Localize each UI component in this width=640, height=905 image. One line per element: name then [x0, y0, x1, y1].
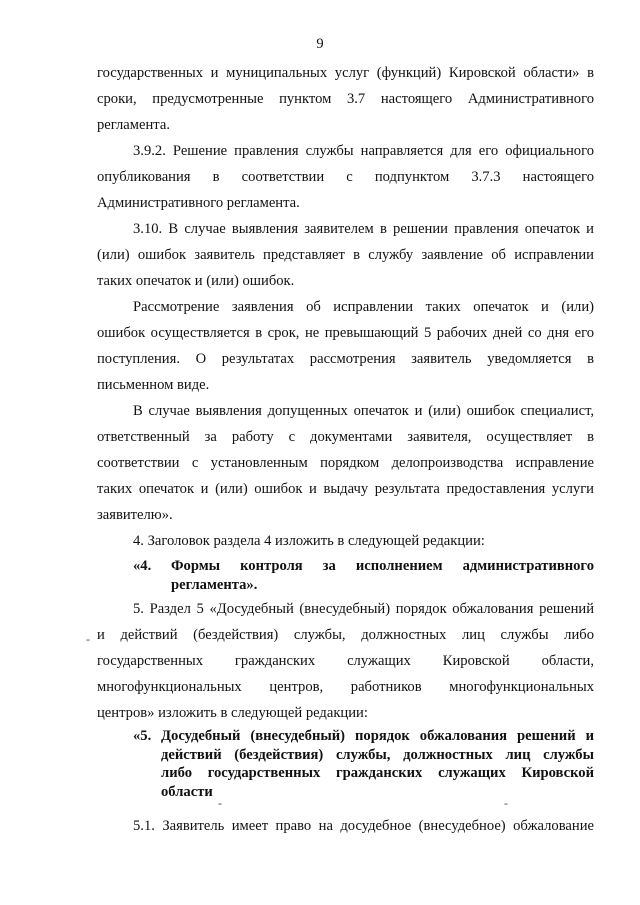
text-line: Рассмотрение заявления об исправлении таких опечаток и (или)	[133, 299, 594, 315]
text-line: регламента.	[97, 117, 170, 133]
heading-line: действий (бездействия) службы, должностных лиц службы	[161, 746, 594, 763]
text-line: многофункциональных центров, работников многофункциональных	[97, 679, 594, 695]
text-line: таких опечаток и (или) ошибок и выдачу результата предоставления услуги	[97, 481, 594, 497]
scan-mark: -	[504, 796, 508, 810]
text-line: поступления. О результатах рассмотрения заявитель уведомляется в	[97, 351, 594, 367]
heading-line: регламента».	[171, 576, 258, 593]
page-number: 9	[316, 36, 324, 52]
paragraph-item-4	[97, 528, 594, 554]
paragraph-3-9-2	[97, 138, 594, 216]
text-line: заявителю».	[97, 507, 173, 523]
heading-line: Досудебный (внесудебный) порядок обжалования решений и	[161, 728, 594, 744]
scan-mark: -	[218, 796, 222, 810]
text-line: ответственный за работу с документами заявителя, осуществляет в	[97, 429, 594, 445]
heading-number: «5.	[133, 728, 152, 744]
paragraph-5-1	[97, 813, 594, 839]
paragraph-3-10	[97, 216, 594, 294]
text-line: Административного регламента.	[97, 195, 300, 211]
paragraph-errors	[97, 398, 594, 528]
text-line: государственных и муниципальных услуг (функций) Кировской области» в	[97, 65, 594, 81]
text-line: письменном виде.	[97, 377, 210, 393]
text-line: сроки, предусмотренные пунктом 3.7 настоящего Административного	[97, 91, 594, 107]
text-line: 5.1. Заявитель имеет право на досудебное (внесудебное) обжалование	[133, 818, 594, 834]
scan-mark: -	[86, 632, 90, 646]
text-line: (или) ошибок заявитель представляет в службу заявление об исправлении	[97, 247, 594, 263]
text-line: и действий (бездействия) службы, должностных лиц службы либо	[97, 627, 594, 643]
heading-line: Формы контроля за исполнением административного	[171, 558, 594, 574]
text-line: В случае выявления допущенных опечаток и (или) ошибок специалист,	[133, 403, 594, 419]
text-line: 4. Заголовок раздела 4 изложить в следующей редакции:	[133, 533, 485, 549]
section-4-heading	[133, 557, 594, 594]
heading-line: области	[161, 783, 213, 800]
paragraph-review	[97, 294, 594, 398]
text-line: опубликования в соответствии с подпунктом 3.7.3 настоящего	[97, 169, 594, 185]
heading-line: либо государственных гражданских служащих Кировской	[161, 765, 594, 781]
paragraph-item-5	[97, 596, 594, 726]
text-line: таких опечаток и (или) ошибок.	[97, 273, 295, 289]
heading-number: «4.	[133, 558, 152, 574]
text-line: центров» изложить в следующей редакции:	[97, 705, 368, 721]
text-line: 3.9.2. Решение правления службы направляется для его официального	[133, 143, 594, 159]
text-line: соответствии с установленным порядком делопроизводства исправление	[97, 455, 594, 471]
text-line: 5. Раздел 5 «Досудебный (внесудебный) порядок обжалования решений	[133, 601, 594, 617]
section-5-heading	[133, 727, 594, 801]
paragraph-1	[97, 60, 594, 138]
text-line: государственных гражданских служащих Кировской области,	[97, 653, 594, 669]
text-line: ошибок осуществляется в срок, не превышающий 5 рабочих дней со дня его	[97, 325, 594, 341]
text-line: 3.10. В случае выявления заявителем в решении правления опечаток и	[133, 221, 594, 237]
